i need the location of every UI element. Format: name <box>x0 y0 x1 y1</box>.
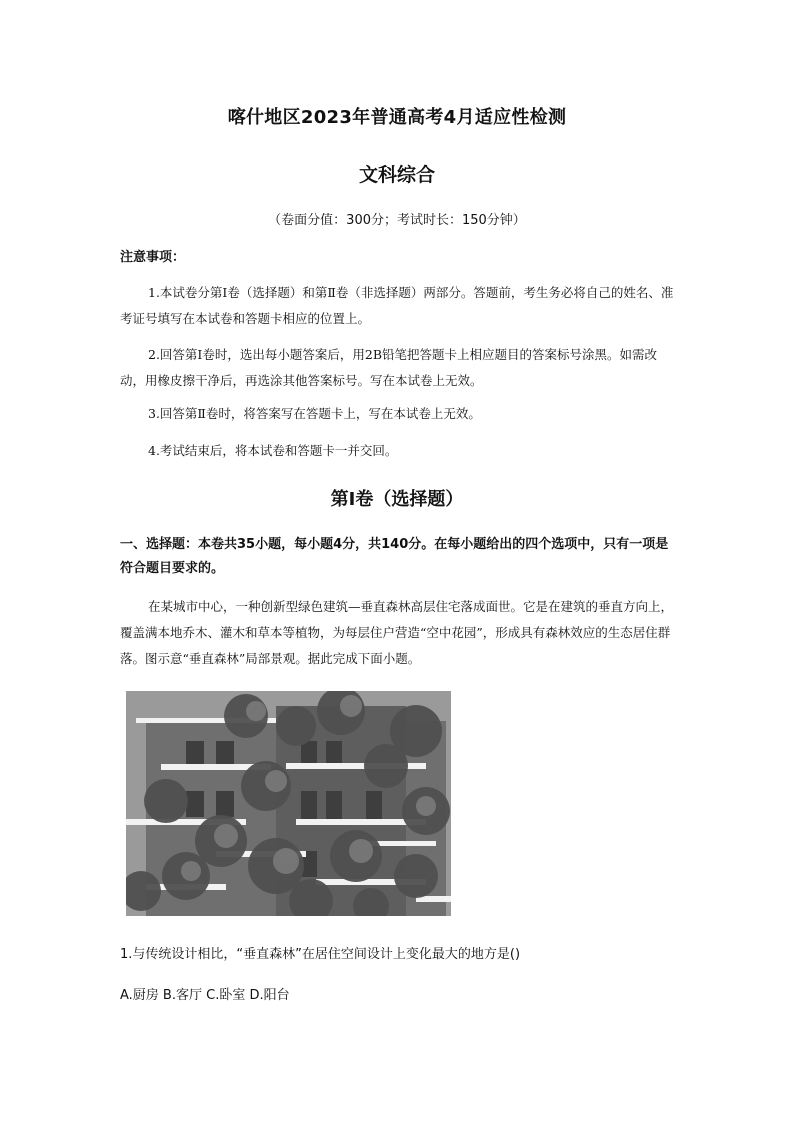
exam-subject: 文科综合 <box>358 164 435 186</box>
notice-item-1: 1.本试卷分第Ⅰ卷（选择题）和第Ⅱ卷（非选择题）两部分。答题前，考生务必将自己的姓名、准考证号填写在本试卷和答题卡相应的位置上。 <box>120 285 674 326</box>
notice-heading: 注意事项： <box>120 250 186 265</box>
exam-meta: （卷面分值：300分；考试时长：150分钟） <box>268 213 526 228</box>
exam-title: 喀什地区2023年普通高考4月适应性检测 <box>227 107 567 128</box>
question-1-options: A.厨房 B.客厅 C.卧室 D.阳台 <box>120 988 290 1003</box>
section-heading: 一、选择题：本卷共35小题，每小题4分，共140分。在每小题给出的四个选项中，只有一项是符合题目要求的。 <box>120 537 669 576</box>
part-title: 第Ⅰ卷（选择题） <box>330 489 464 510</box>
question-intro: 在某城市中心，一种创新型绿色建筑—垂直森林高层住宅落成面世。它是在建筑的垂直方向上，覆盖满本地乔木、灌木和草本等植物，为每层住户营造“空中花园”，形成具有森林效应的生态居住群落。图示意“垂直森林”局部景观。据此完成下面小题。 <box>120 599 674 666</box>
question-1-stem: 1.与传统设计相比，“垂直森林”在居住空间设计上变化最大的地方是() <box>120 947 521 962</box>
notice-item-3: 3.回答第Ⅱ卷时，将答案写在答题卡上，写在本试卷上无效。 <box>148 406 481 421</box>
notice-item-4: 4.考试结束后，将本试卷和答题卡一并交回。 <box>148 443 398 458</box>
vertical-forest-illustration <box>126 691 451 916</box>
notice-item-2: 2.回答第Ⅰ卷时，选出每小题答案后，用2B铅笔把答题卡上相应题目的答案标号涂黑。如需改动，用橡皮擦干净后，再选涂其他答案标号。写在本试卷上无效。 <box>120 347 658 388</box>
vertical-forest-photo <box>126 691 451 916</box>
